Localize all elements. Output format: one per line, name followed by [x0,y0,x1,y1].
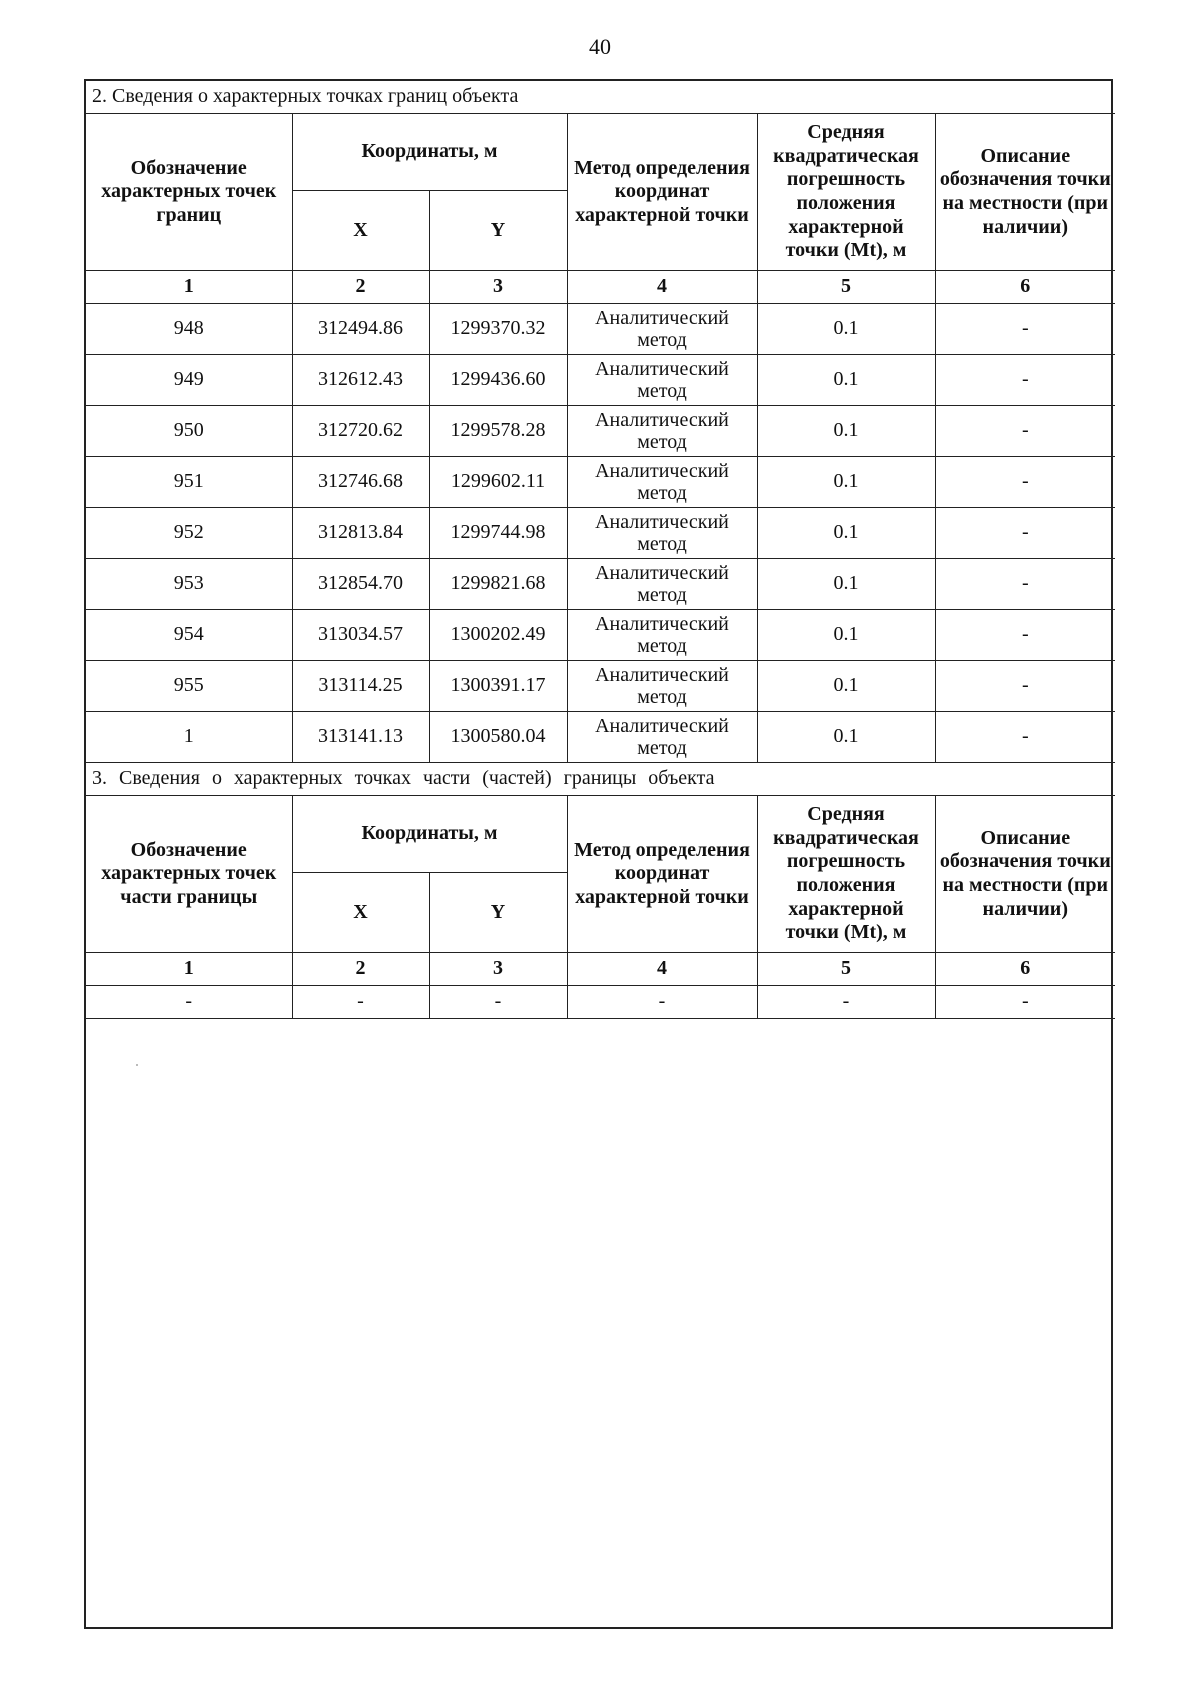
description: - [935,610,1115,661]
coord-x: 312854.70 [292,559,429,610]
column-number: 6 [935,271,1115,304]
section2-header-error: Средняя квадратическая погрешность положения характерной точки (Mt), м [757,114,935,271]
section3-header-description: Описание обозначения точки на местности (при наличии) [935,796,1115,953]
column-number: 5 [757,271,935,304]
column-number: 3 [429,953,567,986]
coord-x: 312494.86 [292,304,429,355]
table-row [86,457,1115,508]
method: Аналитический метод [567,457,757,508]
point-id: - [86,986,292,1019]
coord-x: 312746.68 [292,457,429,508]
coord-x: - [292,986,429,1019]
point-id: 952 [86,508,292,559]
description: - [935,712,1115,763]
mean-error: 0.1 [757,508,935,559]
method: Аналитический метод [567,508,757,559]
table-row [86,610,1115,661]
coord-x: 313034.57 [292,610,429,661]
section3-header-x: X [292,873,429,953]
column-number: 4 [567,953,757,986]
method: Аналитический метод [567,355,757,406]
mean-error: 0.1 [757,712,935,763]
mean-error: 0.1 [757,355,935,406]
description: - [935,406,1115,457]
table-row [86,712,1115,763]
mean-error: 0.1 [757,610,935,661]
column-number: 6 [935,953,1115,986]
section2-column-numbers [86,271,1115,304]
coord-y: 1299578.28 [429,406,567,457]
description: - [935,304,1115,355]
column-number: 3 [429,271,567,304]
coordinates-table [86,81,1115,1019]
mean-error: 0.1 [757,661,935,712]
section2-header-y: Y [429,191,567,271]
column-number: 2 [292,953,429,986]
coord-x: 313141.13 [292,712,429,763]
coord-y: 1299602.11 [429,457,567,508]
description: - [935,986,1115,1019]
method: Аналитический метод [567,304,757,355]
section2-title: 2. Сведения о характерных точках границ объекта [86,81,1115,114]
section2-header-method: Метод определения координат характерной точки [567,114,757,271]
column-number: 1 [86,953,292,986]
method: Аналитический метод [567,610,757,661]
mean-error: 0.1 [757,304,935,355]
coord-x: 313114.25 [292,661,429,712]
point-id: 948 [86,304,292,355]
mean-error: 0.1 [757,457,935,508]
method: - [567,986,757,1019]
coord-y: 1299821.68 [429,559,567,610]
point-id: 953 [86,559,292,610]
description: - [935,457,1115,508]
coord-y: 1299436.60 [429,355,567,406]
column-number: 2 [292,271,429,304]
description: - [935,355,1115,406]
point-id: 1 [86,712,292,763]
section3-header-method: Метод определения координат характерной точки [567,796,757,953]
point-id: 955 [86,661,292,712]
coord-y: 1300391.17 [429,661,567,712]
coord-x: 312720.62 [292,406,429,457]
table-row [86,304,1115,355]
coord-x: 312813.84 [292,508,429,559]
section3-title-row [86,763,1115,796]
section3-column-numbers [86,953,1115,986]
method: Аналитический метод [567,559,757,610]
method: Аналитический метод [567,712,757,763]
section3-title: 3. Сведения о характерных точках части (частей) границы объекта [86,763,1115,796]
description: - [935,661,1115,712]
column-number: 1 [86,271,292,304]
coord-y: 1299744.98 [429,508,567,559]
coord-x: 312612.43 [292,355,429,406]
table-row [86,508,1115,559]
section2-title-row [86,81,1115,114]
column-number: 4 [567,271,757,304]
section2-header-coords: Координаты, м [292,114,567,191]
section2-header-point: Обозначение характерных точек границ [86,114,292,271]
section3-header-y: Y [429,873,567,953]
coord-y: 1299370.32 [429,304,567,355]
mean-error: 0.1 [757,559,935,610]
method: Аналитический метод [567,406,757,457]
table-row [86,986,1115,1019]
section3-header-point: Обозначение характерных точек части границы [86,796,292,953]
coord-y: 1300580.04 [429,712,567,763]
coord-y: - [429,986,567,1019]
method: Аналитический метод [567,661,757,712]
point-id: 954 [86,610,292,661]
table-row [86,406,1115,457]
mean-error: - [757,986,935,1019]
section3-header-row-1 [86,796,1115,873]
section3-header-error: Средняя квадратическая погрешность положения характерной точки (Mt), м [757,796,935,953]
section2-header-x: X [292,191,429,271]
point-id: 950 [86,406,292,457]
point-id: 949 [86,355,292,406]
page-number: 40 [589,34,611,59]
table-row [86,661,1115,712]
coord-y: 1300202.49 [429,610,567,661]
section2-header-description: Описание обозначения точки на местности (при наличии) [935,114,1115,271]
description: - [935,559,1115,610]
mean-error: 0.1 [757,406,935,457]
column-number: 5 [757,953,935,986]
section2-header-row-1 [86,114,1115,191]
point-id: 951 [86,457,292,508]
scan-artifact [136,1064,138,1066]
document-frame [84,79,1113,1629]
description: - [935,508,1115,559]
table-row [86,355,1115,406]
section3-header-coords: Координаты, м [292,796,567,873]
table-row [86,559,1115,610]
